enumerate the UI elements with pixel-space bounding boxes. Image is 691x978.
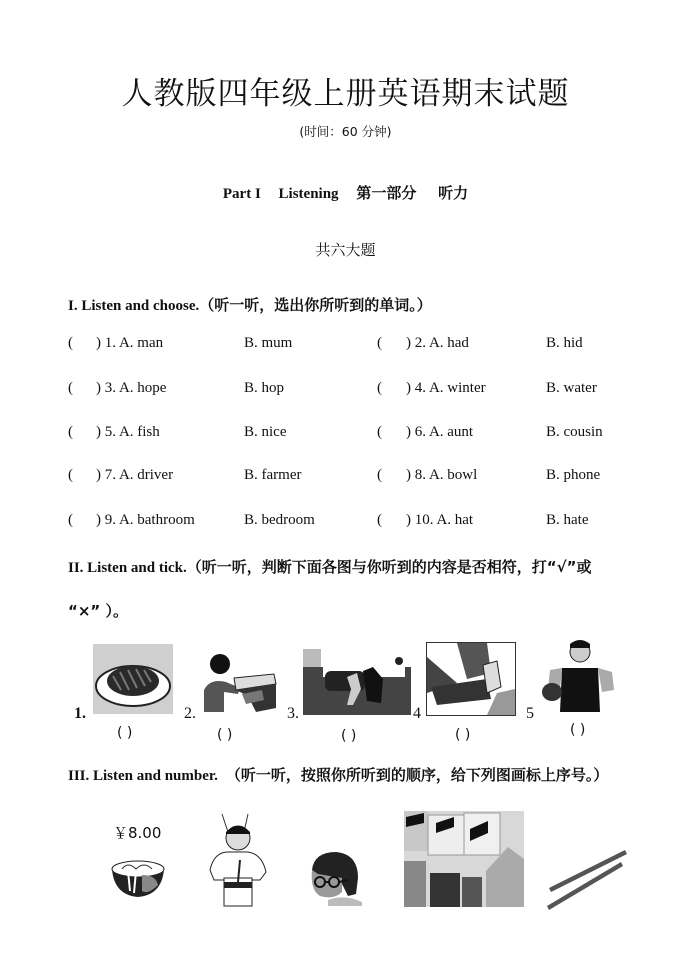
part-cn-label: 第一部分 (356, 184, 417, 202)
building-rooms-icon (404, 811, 524, 907)
chopsticks-icon (545, 848, 629, 912)
section3-heading (68, 764, 608, 785)
section3-heading-cn: （听一听，按照你所听到的顺序，给下列图画标上序号。） (225, 766, 609, 784)
time-limit: (时间：60 分钟) (299, 124, 392, 139)
answer-blank-open[interactable]: ( (377, 380, 382, 396)
strong-man-icon (540, 640, 620, 712)
question-6: ) 6. A. aunt (406, 424, 474, 440)
section2-heading (68, 556, 592, 577)
question-10-option-b: B. hate (546, 512, 589, 528)
chef-icon (200, 810, 274, 908)
answer-blank-open[interactable]: ( (68, 424, 73, 440)
picture-3-answer-blank[interactable]: ( ) (341, 728, 357, 744)
question-5-option-b: B. nice (244, 424, 287, 440)
answer-blank-open[interactable]: ( (377, 424, 382, 440)
section3-heading-en: III. Listen and number. (68, 768, 218, 784)
question-3-option-b: B. hop (244, 380, 285, 396)
section1-heading-cn: （听一听，选出你所听到的单词。） (199, 296, 432, 314)
question-4: ) 4. A. winter (406, 380, 486, 396)
question-9-option-b: B. bedroom (244, 512, 315, 528)
answer-blank-open[interactable]: ( (68, 512, 73, 528)
question-2-option-b: B. hid (546, 335, 583, 351)
picture-1-label: 1. (74, 705, 86, 722)
picture-4-answer-blank[interactable]: ( ) (455, 727, 471, 743)
picture-5-label: 5 (526, 705, 534, 722)
answer-blank-open[interactable]: ( (68, 467, 73, 483)
noodle-bowl-icon (108, 855, 168, 899)
question-1-option-b: B. mum (244, 335, 293, 351)
section2-heading-line2: “×” ）。 (68, 602, 129, 620)
section2-heading-en: II. Listen and tick. (68, 560, 187, 576)
page-title: 人教版四年级上册英语期末试题 (121, 76, 570, 112)
section1-heading-en: I. Listen and choose. (68, 298, 200, 314)
answer-blank-open[interactable]: ( (68, 335, 73, 351)
picture-2-answer-blank[interactable]: ( ) (217, 727, 233, 743)
question-7-option-b: B. farmer (244, 467, 302, 483)
picture-5-answer-blank[interactable]: ( ) (570, 722, 586, 738)
question-1: ) 1. A. man (96, 335, 164, 351)
question-5: ) 5. A. fish (96, 424, 160, 440)
question-6-option-b: B. cousin (546, 424, 603, 440)
section2-heading-cn: （听一听，判断下面各图与你听到的内容是否相符，打“√”或 (186, 558, 592, 576)
answer-blank-open[interactable]: ( (377, 467, 382, 483)
question-8-option-b: B. phone (546, 467, 601, 483)
boy-opening-drawer-icon (196, 650, 278, 716)
question-10: ) 10. A. hat (406, 512, 474, 528)
answer-blank-open[interactable]: ( (377, 512, 382, 528)
question-count: 共六大题 (315, 241, 376, 259)
part-listening-label: Listening (278, 186, 339, 202)
open-bag-icon (426, 642, 516, 716)
question-3: ) 3. A. hope (96, 380, 167, 396)
part-cn-listening: 听力 (438, 184, 469, 202)
question-9: ) 9. A. bathroom (96, 512, 195, 528)
price-label: ￥8.00 (113, 824, 162, 842)
answer-blank-open[interactable]: ( (377, 335, 382, 351)
question-8: ) 8. A. bowl (406, 467, 478, 483)
boy-with-glasses-icon (308, 850, 362, 906)
answer-blank-open[interactable]: ( (68, 380, 73, 396)
part-heading (0, 182, 691, 203)
part-label: Part I (222, 186, 261, 202)
question-4-option-b: B. water (546, 380, 597, 396)
section1-heading (68, 294, 432, 315)
steak-plate-icon (93, 644, 173, 714)
question-2: ) 2. A. had (406, 335, 469, 351)
question-7: ) 7. A. driver (96, 467, 174, 483)
picture-3-label: 3. (287, 705, 299, 722)
picture-2-label: 2. (184, 705, 196, 722)
family-living-room-icon (303, 649, 411, 715)
picture-1-answer-blank[interactable]: ( ) (117, 725, 133, 741)
picture-4-label: 4 (413, 705, 421, 722)
